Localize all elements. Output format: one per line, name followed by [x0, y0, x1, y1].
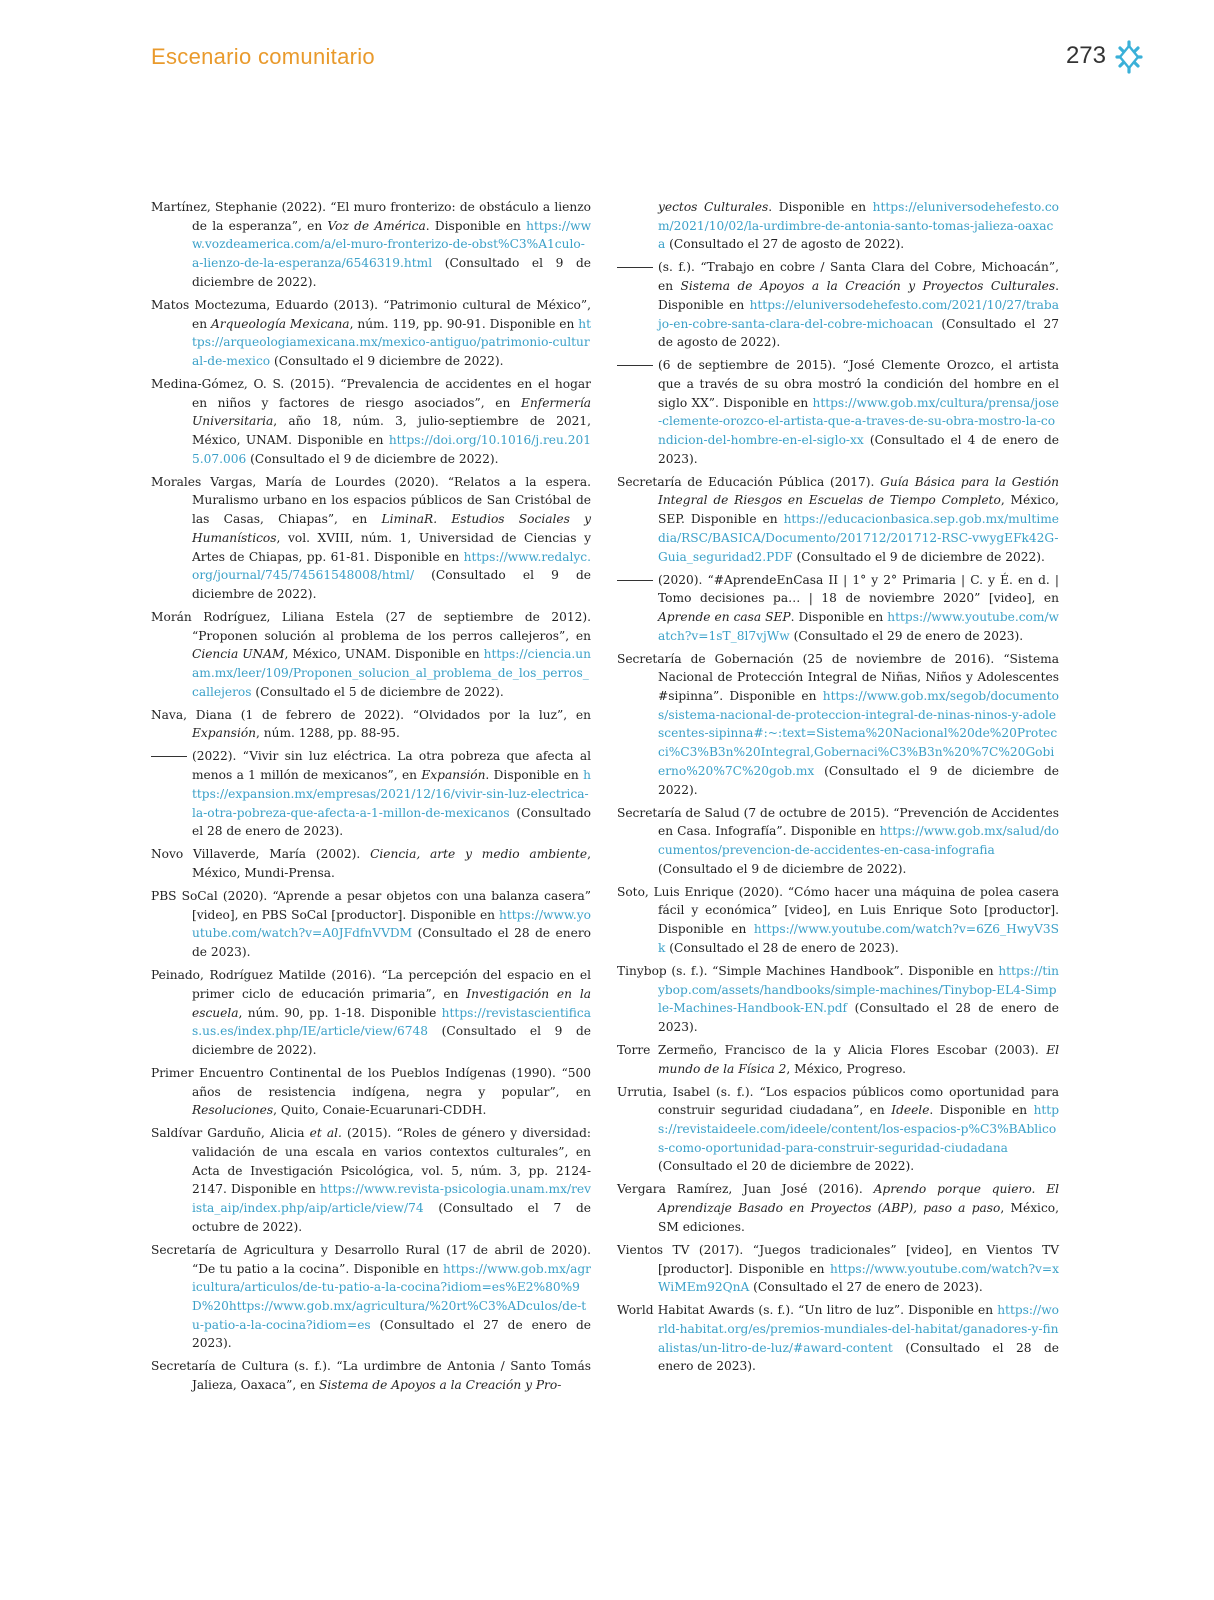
reference-text: (Consultado el 27 de agosto de 2022).: [665, 237, 905, 252]
reference-text: (6 de septiembre de 2015). “José Clemente Orozco, el artista que a través de su obra mostró la condición del hombre en el siglo XX”. Disponible en: [658, 358, 1059, 410]
reference-text: . Disponible en: [485, 768, 584, 783]
reference-entry: [151, 1357, 591, 1394]
reference-text: , México, Mundi-Prensa.: [192, 847, 592, 880]
reference-text: Peinado, Rodríguez Matilde (2016). “La percepción del espacio en el primer ciclo de educación primaria”, en: [151, 968, 591, 1001]
reference-title: Resoluciones: [192, 1103, 274, 1118]
reference-link[interactable]: https://www.revista-psicologia.unam.mx/revista_aip/index.php/aip/article/view/74: [192, 1182, 591, 1216]
reference-entry: [617, 962, 1059, 1037]
reference-text: (Consultado el 28 de enero de 2023).: [192, 926, 591, 960]
references-left-column: [151, 198, 591, 1399]
reference-text: , núm. 1288, pp. 88-95.: [256, 726, 400, 741]
reference-entry: [151, 296, 591, 371]
reference-entry: [617, 1180, 1059, 1236]
reference-text: (Consultado el 9 de diciembre de 2022).: [658, 861, 907, 876]
reference-title: LiminaR. Estudios Sociales y Humanísticos: [192, 512, 591, 545]
reference-text: Saldívar Garduño, Alicia: [151, 1126, 310, 1141]
page-header: [151, 40, 1144, 80]
reference-entry: [617, 650, 1059, 800]
reference-text: Medina-Gómez, O. S. (2015). “Prevalencia de accidentes en el hogar en niños y factores de riesgo asociados”, en: [151, 376, 591, 410]
reference-link[interactable]: https://arqueologiamexicana.mx/mexico-antiguo/patrimonio-cultural-de-mexico: [192, 316, 592, 368]
reference-title: Aprende en casa SEP: [658, 609, 791, 624]
reference-text: (Consultado el 4 de enero de 2023).: [658, 433, 1059, 466]
reference-link[interactable]: https://educacionbasica.sep.gob.mx/multimedia/RSC/BASICA/Documento/201712/201712-RSC-vwygEFk42G-Guia_seguridad2.PDF: [658, 512, 1059, 564]
reference-link[interactable]: https://tinybop.com/assets/handbooks/simple-machines/Tinybop-EL4-Simple-Machines-Handbook-EN.pdf: [658, 963, 1059, 1016]
reference-link[interactable]: https://www.gob.mx/agricultura/articulos/de-tu-patio-a-la-cocina?idiom=es%E2%80%9D%20https://www.gob.mx/agricultura/%20rt%C3%ADculos/de-tu-patio-a-la-cocina?idiom=es: [192, 1261, 591, 1332]
reference-text: (Consultado el 9 de diciembre de 2022).: [246, 451, 499, 466]
reference-text: , México, Progreso.: [786, 1061, 906, 1076]
reference-text: Martínez, Stephanie (2022). “El muro fronterizo: de obstáculo a lienzo de la esperanza”, en: [151, 200, 591, 233]
repeat-author-dash: [151, 756, 187, 757]
reference-entry: [617, 571, 1059, 646]
reference-text: Urrutia, Isabel (s. f.). “Los espacios públicos como oportunidad para construir seguridad ciudadana”, en: [617, 1084, 1059, 1118]
repeat-author-dash: [617, 580, 653, 581]
reference-entry: [617, 258, 1059, 352]
reference-entry: [617, 1083, 1059, 1177]
reference-link[interactable]: https://www.youtube.com/watch?v=1sT_8l7vjWw: [658, 609, 1059, 643]
reference-text: (Consultado el 7 de octubre de 2022).: [192, 1201, 591, 1234]
reference-entry: [617, 804, 1059, 879]
reference-text: (Consultado el 9 de diciembre de 2022).: [192, 256, 591, 289]
reference-text: (Consultado el 9 de diciembre de 2022).: [658, 763, 1059, 797]
reference-text: Primer Encuentro Continental de los Pueblos Indígenas (1990). “500 años de resistencia indígena, negra y popular”, en: [151, 1065, 591, 1099]
reference-text: , núm. 119, pp. 90-91. Disponible en: [349, 316, 579, 331]
reference-entry: [151, 887, 591, 962]
reference-entry: [617, 473, 1059, 567]
reference-text: (Consultado el 29 de enero de 2023).: [789, 628, 1024, 643]
reference-text: Secretaría de Agricultura y Desarrollo Rural (17 de abril de 2020). “De tu patio a la cocina”. Disponible en: [151, 1242, 591, 1276]
reference-title: Arqueología Mexicana: [210, 316, 350, 331]
reference-title: El mundo de la Física 2: [658, 1042, 1059, 1076]
reference-text: . Disponible en: [929, 1103, 1034, 1118]
reference-text: (Consultado el 20 de diciembre de 2022).: [658, 1159, 915, 1174]
reference-text: (Consultado el 5 de diciembre de 2022).: [251, 684, 504, 699]
reference-title: Ideele: [891, 1103, 930, 1118]
reference-link[interactable]: https://revistaideele.com/ideele/content/los-espacios-p%C3%BAblicos-como-oportunidad-para-construir-seguridad-ciudadana: [658, 1103, 1060, 1155]
reference-text: (Consultado el 9 de diciembre de 2022).: [792, 549, 1045, 564]
reference-text: Torre Zermeño, Francisco de la y Alicia Flores Escobar (2003).: [617, 1042, 1047, 1057]
reference-text: Morán Rodríguez, Liliana Estela (27 de septiembre de 2012). “Proponen solución al problema de los perros callejeros”, en: [151, 609, 591, 643]
reference-text: . Disponible en: [790, 609, 888, 624]
diamond-cross-logo-icon: [1114, 40, 1144, 74]
reference-title: Ciencia UNAM: [192, 647, 285, 662]
reference-entry: [151, 198, 591, 292]
reference-link[interactable]: https://eluniversodehefesto.com/2021/10/27/trabajo-en-cobre-santa-clara-del-cobre-michoacan: [658, 297, 1059, 331]
reference-text: , año 18, núm. 3, julio-septiembre de 2021, México, UNAM. Disponible en: [192, 414, 591, 448]
reference-text: Novo Villaverde, María (2002).: [151, 847, 371, 862]
reference-text: , Quito, Conaie-Ecuarunari-CDDH.: [273, 1103, 487, 1118]
reference-entry: [151, 608, 591, 702]
reference-text: (Consultado el 27 de agosto de 2022).: [658, 316, 1059, 350]
reference-text: Secretaría de Educación Pública (2017).: [617, 474, 881, 489]
reference-text: . Disponible en: [658, 279, 1059, 312]
reference-entry: [151, 1241, 591, 1353]
repeat-author-dash: [617, 365, 653, 366]
reference-text: Secretaría de Salud (7 de octubre de 2015). “Prevención de Accidentes en Casa. Infografía”. Disponible en: [617, 805, 1059, 839]
reference-title: Sistema de Apoyos a la Creación y Pro-: [319, 1378, 562, 1393]
reference-title: Guía Básica para la Gestión Integral de Riesgos en Escuelas de Tiempo Completo: [658, 474, 1059, 508]
reference-entry: [617, 198, 1059, 254]
reference-title: et al.: [309, 1126, 342, 1141]
reference-link[interactable]: https://www.redalyc.org/journal/745/74561548008/html/: [192, 549, 591, 583]
reference-link[interactable]: https://expansion.mx/empresas/2021/12/16/vivir-sin-luz-electrica-la-otra-pobreza-que-afecta-a-1-millon-de-mexicanos: [192, 768, 591, 820]
reference-text: , México, SEP. Disponible en: [658, 493, 1060, 527]
reference-text: Tinybop (s. f.). “Simple Machines Handbook”. Disponible en: [617, 963, 999, 978]
reference-entry: [151, 747, 591, 841]
reference-title: Aprendo porque quiero. El Aprendizaje Basado en Proyectos (ABP), paso a paso: [658, 1182, 1059, 1216]
reference-entry: [617, 356, 1059, 468]
reference-title: Ciencia, arte y medio ambiente: [370, 847, 588, 862]
reference-entry: [151, 966, 591, 1060]
reference-text: Matos Moctezuma, Eduardo (2013). “Patrimonio cultural de México”, en: [151, 297, 591, 331]
reference-text: , núm. 90, pp. 1-18. Disponible: [238, 1005, 442, 1020]
reference-text: (2022). “Vivir sin luz eléctrica. La otra pobreza que afecta al menos a 1 millón de mexicanos”, en: [192, 749, 591, 783]
reference-text: Secretaría de Cultura (s. f.). “La urdimbre de Antonia / Santo Tomás Jalieza, Oaxaca”, en: [151, 1359, 591, 1393]
reference-text: (2020). “#AprendeEnCasa II | 1° y 2° Primaria | C. y É. en d. | Tomo decisiones pa… | 18 de noviembre 2020” [video], en: [658, 572, 1059, 606]
reference-entry: [617, 1241, 1059, 1297]
reference-entry: [617, 1301, 1059, 1376]
reference-text: , México, SM ediciones.: [658, 1201, 1059, 1234]
section-title: Escenario comunitario: [151, 44, 375, 69]
reference-entry: [151, 473, 591, 604]
reference-link[interactable]: https://www.youtube.com/watch?v=xWiMEm92QnA: [658, 1261, 1059, 1295]
reference-title: Enfermería Universitaria: [192, 395, 591, 429]
reference-text: (Consultado el 9 de diciembre de 2022).: [192, 1024, 591, 1057]
reference-link[interactable]: https://www.gob.mx/segob/documentos/sistema-nacional-de-proteccion-integral-de-ninas-ninos-y-adolescentes-sipinna#:~:text=Sistema%20Nacional%20de%20Protecci%C3%B3n%20Integral,Gobernaci%C3%B3n%20%7C%20Gobierno%20%7C%20gob.mx: [658, 689, 1059, 778]
repeat-author-dash: [617, 267, 653, 268]
reference-title: yectos Culturales: [658, 200, 769, 214]
reference-text: , México, UNAM. Disponible en: [284, 647, 484, 662]
reference-text: Secretaría de Gobernación (25 de noviembre de 2016). “Sistema Nacional de Protección Integral de Niñas, Niños y Adolescentes #sipinna”. Disponible en: [617, 651, 1059, 704]
reference-link[interactable]: https://eluniversodehefesto.com/2021/10/02/la-urdimbre-de-antonia-santo-tomas-jalieza-oaxaca: [658, 200, 1059, 252]
reference-link[interactable]: https://www.youtube.com/watch?v=A0JFdfnVVDM: [192, 907, 591, 941]
reference-text: (2015). “Roles de género y diversidad: validación de una escala en varios contextos culturales”, en Acta de Investigación Psicológica, vol. 5, núm. 3, pp. 2124-2147. Disponible en: [192, 1126, 591, 1197]
reference-text: (s. f.). “Trabajo en cobre / Santa Clara del Cobre, Michoacán”, en: [658, 260, 1059, 294]
reference-text: (Consultado el 28 de enero de 2023).: [658, 1001, 1059, 1034]
reference-text: (Consultado el 27 de enero de 2023).: [192, 1317, 591, 1351]
reference-text: Vientos TV (2017). “Juegos tradicionales” [video], en Vientos TV [productor]. Disponible en: [617, 1242, 1059, 1276]
reference-text: (Consultado el 28 de enero de 2023).: [192, 805, 591, 839]
reference-title: Expansión: [192, 726, 257, 741]
reference-text: (Consultado el 9 diciembre de 2022).: [270, 353, 504, 368]
reference-link[interactable]: https://www.gob.mx/cultura/prensa/jose-clemente-orozco-el-artista-que-a-traves-de-su-obra-mostro-la-condicion-del-hombre-en-el-siglo-xx: [658, 395, 1059, 448]
reference-link[interactable]: https://www.youtube.com/watch?v=6Z6_HwyV3Sk: [658, 922, 1059, 955]
reference-entry: [151, 845, 591, 882]
reference-link[interactable]: https://ciencia.unam.mx/leer/109/Proponen_solucion_al_problema_de_los_perros_callejeros: [192, 647, 591, 699]
reference-title: Investigación en la escuela: [192, 986, 591, 1020]
reference-text: Nava, Diana (1 de febrero de 2022). “Olvidados por la luz”, en: [151, 707, 591, 722]
reference-link[interactable]: https://world-habitat.org/es/premios-mundiales-del-habitat/ganadores-y-finalistas/un-litro-de-luz/#award-content: [658, 1303, 1059, 1355]
reference-text: Vergara Ramírez, Juan José (2016).: [617, 1182, 874, 1197]
reference-title: Sistema de Apoyos a la Creación y Proyectos Culturales: [680, 279, 1056, 294]
reference-link[interactable]: https://doi.org/10.1016/j.reu.2015.07.006: [192, 433, 591, 466]
reference-text: . Disponible en: [425, 218, 527, 233]
reference-entry: [151, 1064, 591, 1120]
reference-entry: [151, 706, 591, 743]
reference-text: World Habitat Awards (s. f.). “Un litro de luz”. Disponible en: [617, 1303, 998, 1318]
reference-title: Voz de América: [327, 218, 426, 233]
reference-text: (Consultado el 27 de enero de 2023).: [749, 1280, 983, 1295]
reference-text: , vol. XVIII, núm. 1, Universidad de Ciencias y Artes de Chiapas, pp. 61-81. Disponible en: [192, 530, 591, 564]
reference-entry: [151, 1124, 591, 1236]
page-number: 273: [1065, 42, 1106, 69]
reference-text: Soto, Luis Enrique (2020). “Cómo hacer una máquina de polea casera fácil y económica” [video], en Luis Enrique Soto [productor]. Disponible en: [617, 884, 1059, 937]
reference-text: . Disponible en: [768, 200, 873, 214]
reference-entry: [617, 1041, 1059, 1078]
reference-entry: [617, 883, 1059, 958]
reference-text: (Consultado el 9 de diciembre de 2022).: [192, 568, 591, 601]
reference-text: (Consultado el 28 de enero de 2023).: [665, 940, 899, 955]
reference-text: Morales Vargas, María de Lourdes (2020). “Relatos a la espera. Muralismo urbano en los espacios públicos de San Cristóbal de las Casas, Chiapas”, en: [151, 474, 591, 527]
reference-text: (Consultado el 28 de enero de 2023).: [658, 1340, 1059, 1374]
reference-entry: [151, 375, 591, 469]
reference-text: PBS SoCal (2020). “Aprende a pesar objetos con una balanza casera” [video], en PBS SoCal [productor]. Disponible en: [151, 888, 591, 922]
reference-link[interactable]: https://revistascientificas.us.es/index.php/IE/article/view/6748: [192, 1005, 591, 1039]
reference-link[interactable]: https://www.vozdeamerica.com/a/el-muro-fronterizo-de-obst%C3%A1culo-a-lienzo-de-la-esperanza/6546319.html: [192, 218, 592, 271]
reference-link[interactable]: https://www.gob.mx/salud/documentos/prevencion-de-accidentes-en-casa-infografia: [658, 824, 1059, 857]
references-right-column: [617, 198, 1059, 1380]
reference-title: Expansión: [421, 768, 486, 783]
